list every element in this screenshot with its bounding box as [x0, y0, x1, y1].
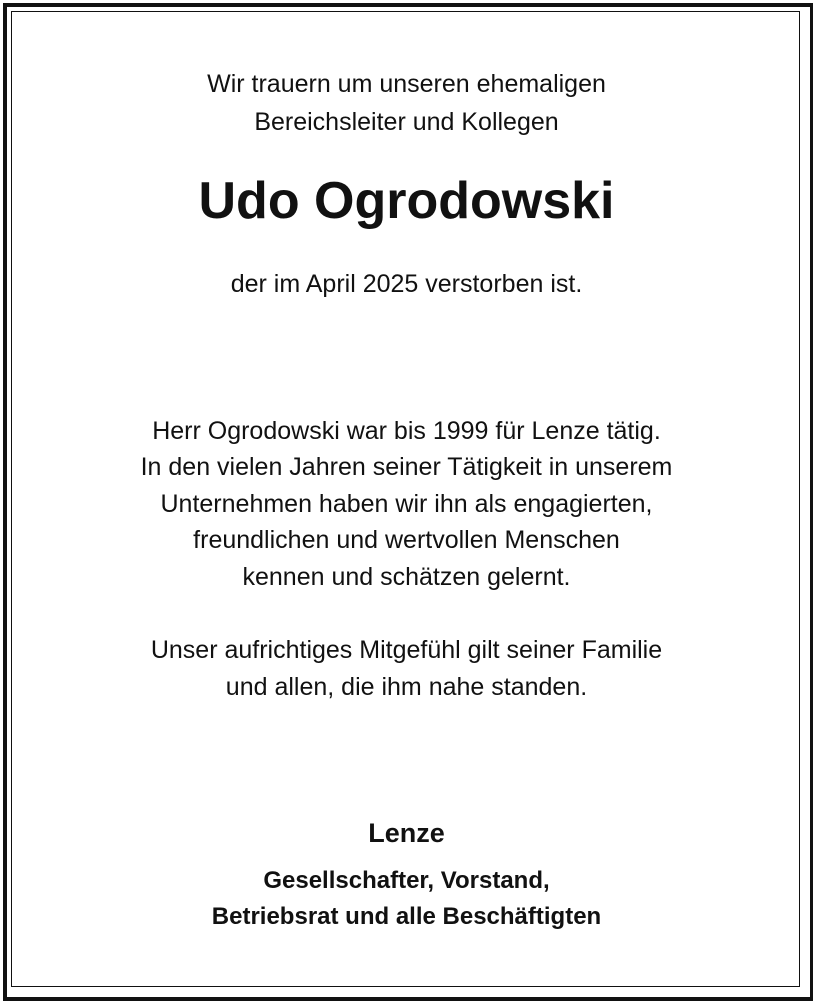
intro-line-2: Bereichsleiter und Kollegen	[254, 108, 559, 136]
organization-name: Lenze	[368, 818, 445, 848]
paragraph1-line-4: freundlichen und wertvollen Menschen	[193, 526, 620, 554]
signatories-line-2: Betriebsrat und alle Beschäftigten	[211, 903, 602, 930]
deceased-name: Udo Ogrodowski	[198, 172, 615, 230]
paragraph1-line-2: In den vielen Jahren seiner Tätigkeit in unserem	[140, 453, 673, 481]
intro-line-1: Wir trauern um unseren ehemaligen	[207, 70, 606, 98]
death-date-line: der im April 2025 verstorben ist.	[230, 270, 583, 298]
paragraph1-line-1: Herr Ogrodowski war bis 1999 für Lenze tätig.	[152, 417, 661, 445]
paragraph1-line-3: Unternehmen haben wir ihn als engagierten,	[160, 490, 653, 518]
paragraph2-line-2: und allen, die ihm nahe standen.	[225, 673, 588, 701]
paragraph2-line-1: Unser aufrichtiges Mitgefühl gilt seiner Familie	[150, 636, 663, 664]
paragraph1-line-5: kennen und schätzen gelernt.	[242, 563, 571, 591]
signatories-line-1: Gesellschafter, Vorstand,	[263, 867, 550, 894]
